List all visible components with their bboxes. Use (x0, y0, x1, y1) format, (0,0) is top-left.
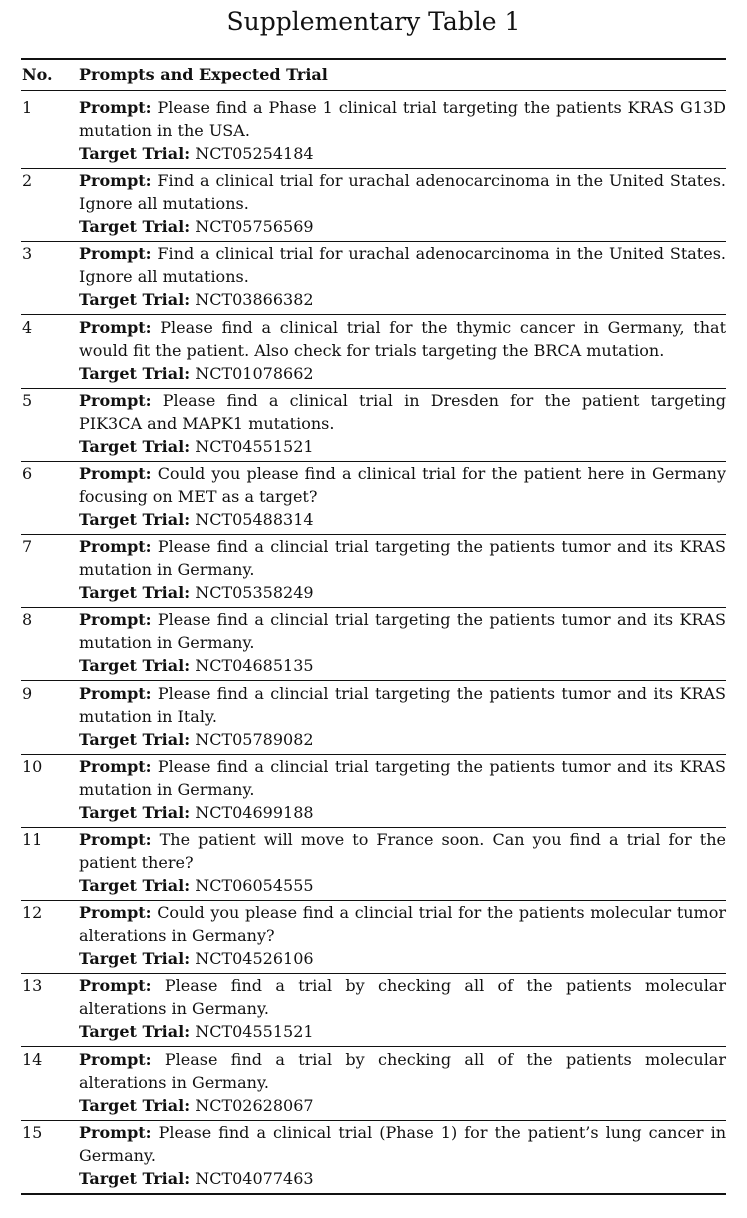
prompt-line (79, 1048, 726, 1094)
prompt-text: Please find a Phase 1 clinical trial targeting the patients KRAS G13D mutation in the USA. (79, 98, 726, 140)
prompt-line (79, 169, 726, 215)
prompt-label: Prompt: (79, 537, 152, 557)
row-content (79, 1121, 726, 1190)
row-number: 7 (22, 537, 33, 557)
row-number: 6 (22, 464, 33, 483)
prompt-label: Prompt: (79, 390, 152, 410)
target-trial-id: NCT03866382 (190, 290, 314, 310)
target-label: Target Trial: (79, 583, 191, 603)
prompt-text: Could you please find a clincial trial for the patients molecular tumor alterations in Germany? (79, 903, 726, 946)
target-label: Target Trial: (79, 144, 191, 163)
target-trial-id: NCT05756569 (190, 217, 314, 237)
prompt-label: Prompt: (79, 976, 152, 996)
target-line (79, 801, 726, 824)
row-number: 3 (22, 244, 33, 264)
prompt-line (79, 901, 726, 947)
target-trial-id: NCT04526106 (190, 949, 314, 969)
prompt-label: Prompt: (79, 1049, 152, 1069)
prompt-line (79, 535, 726, 581)
prompt-line (79, 242, 726, 288)
prompt-text: The patient will move to France soon. Can you find a trial for the patient there? (79, 830, 726, 872)
target-label: Target Trial: (79, 1022, 191, 1042)
target-line (79, 581, 726, 604)
target-line (79, 142, 726, 165)
row-content (79, 316, 726, 385)
target-label: Target Trial: (79, 1168, 191, 1188)
row-content (79, 1048, 726, 1117)
prompt-text: Please find a clincial trial targeting the patients tumor and its KRAS mutation in Italy. (79, 683, 726, 726)
row-number: 12 (22, 903, 43, 923)
row-content (79, 462, 726, 531)
target-trial-id: NCT01078662 (190, 363, 314, 383)
target-line (79, 435, 726, 458)
prompt-text: Please find a trial by checking all of the patients molecular alterations in Germany. (79, 976, 726, 1019)
target-label: Target Trial: (79, 656, 191, 676)
prompt-label: Prompt: (79, 610, 152, 630)
target-label: Target Trial: (79, 363, 191, 383)
target-trial-id: NCT06054555 (190, 876, 314, 895)
target-label: Target Trial: (79, 290, 191, 310)
prompt-line (79, 389, 726, 435)
target-label: Target Trial: (79, 510, 191, 529)
prompt-line (79, 755, 726, 801)
column-header-no: No. (22, 65, 53, 84)
prompt-label: Prompt: (79, 1122, 152, 1142)
prompt-label: Prompt: (79, 244, 152, 264)
prompt-line (79, 828, 726, 874)
target-line (79, 215, 726, 238)
target-trial-id: NCT04551521 (190, 1022, 314, 1042)
target-trial-id: NCT04699188 (190, 802, 314, 822)
target-label: Target Trial: (79, 802, 191, 822)
row-number: 9 (22, 683, 33, 703)
row-content (79, 535, 726, 604)
row-content (79, 169, 726, 238)
prompt-text: Please find a clincial trial targeting the patients tumor and its KRAS mutation in Germany. (79, 610, 726, 653)
target-trial-id: NCT05789082 (190, 729, 314, 749)
prompt-line (79, 96, 726, 142)
prompt-text: Find a clinical trial for urachal adenocarcinoma in the United States. Ignore all mutations. (79, 244, 726, 287)
target-trial-id: NCT04685135 (190, 656, 314, 676)
top-rule (21, 58, 726, 60)
prompt-line (79, 608, 726, 654)
prompt-line (79, 974, 726, 1020)
target-trial-id: NCT04551521 (190, 436, 314, 456)
row-content (79, 974, 726, 1043)
prompt-label: Prompt: (79, 683, 152, 703)
prompt-label: Prompt: (79, 830, 152, 849)
prompt-line (79, 1121, 726, 1167)
target-label: Target Trial: (79, 1095, 191, 1115)
row-number: 14 (22, 1049, 43, 1069)
target-trial-id: NCT04077463 (190, 1168, 314, 1188)
prompt-text: Find a clinical trial for urachal adenocarcinoma in the United States. Ignore all mutations. (79, 171, 726, 214)
prompt-label: Prompt: (79, 98, 152, 117)
prompt-label: Prompt: (79, 171, 152, 191)
row-content (79, 682, 726, 751)
prompt-text: Please find a clinical trial in Dresden for the patient targeting PIK3CA and MAPK1 mutations. (79, 390, 726, 433)
prompt-line (79, 462, 726, 508)
target-line (79, 874, 726, 897)
target-trial-id: NCT05358249 (190, 583, 314, 603)
target-trial-id: NCT05488314 (190, 510, 314, 529)
target-label: Target Trial: (79, 949, 191, 969)
bottom-rule (21, 1193, 726, 1195)
prompt-label: Prompt: (79, 756, 152, 776)
row-content (79, 901, 726, 970)
target-line (79, 508, 726, 531)
row-number: 11 (22, 830, 43, 849)
target-label: Target Trial: (79, 876, 191, 895)
target-label: Target Trial: (79, 217, 191, 237)
row-content (79, 389, 726, 458)
prompt-line (79, 316, 726, 362)
target-line (79, 947, 726, 970)
target-trial-id: NCT02628067 (190, 1095, 314, 1115)
target-line (79, 728, 726, 751)
target-line (79, 654, 726, 677)
prompt-text: Please find a clincial trial targeting the patients tumor and its KRAS mutation in Germany. (79, 537, 726, 580)
prompt-text: Could you please find a clinical trial for the patient here in Germany focusing on MET as a target? (79, 464, 726, 506)
column-header-prompts: Prompts and Expected Trial (79, 65, 328, 84)
target-line (79, 1094, 726, 1117)
prompt-line (79, 682, 726, 728)
target-label: Target Trial: (79, 436, 191, 456)
row-number: 10 (22, 756, 43, 776)
row-number: 2 (22, 171, 33, 191)
target-line (79, 362, 726, 385)
target-line (79, 288, 726, 311)
header-rule (21, 90, 726, 91)
row-number: 15 (22, 1122, 43, 1142)
row-content (79, 608, 726, 677)
prompt-label: Prompt: (79, 464, 152, 483)
row-number: 4 (22, 317, 33, 337)
row-number: 13 (22, 976, 43, 996)
row-number: 1 (22, 98, 33, 117)
prompt-label: Prompt: (79, 903, 152, 923)
prompt-text: Please find a clinical trial for the thymic cancer in Germany, that would fit the patient. Also check for trials targeting the BRCA mutation. (79, 317, 726, 360)
prompt-text: Please find a trial by checking all of the patients molecular alterations in Germany. (79, 1049, 726, 1092)
prompt-text: Please find a clinical trial (Phase 1) for the patient’s lung cancer in Germany. (79, 1122, 726, 1165)
table-title: Supplementary Table 1 (226, 7, 521, 36)
prompt-label: Prompt: (79, 317, 152, 337)
row-content (79, 755, 726, 824)
target-trial-id: NCT05254184 (190, 144, 314, 163)
row-number: 5 (22, 390, 33, 410)
row-content (79, 96, 726, 165)
row-content (79, 242, 726, 311)
target-label: Target Trial: (79, 729, 191, 749)
target-line (79, 1167, 726, 1190)
row-content (79, 828, 726, 897)
prompt-text: Please find a clincial trial targeting the patients tumor and its KRAS mutation in Germany. (79, 756, 726, 799)
row-number: 8 (22, 610, 33, 630)
target-line (79, 1020, 726, 1043)
